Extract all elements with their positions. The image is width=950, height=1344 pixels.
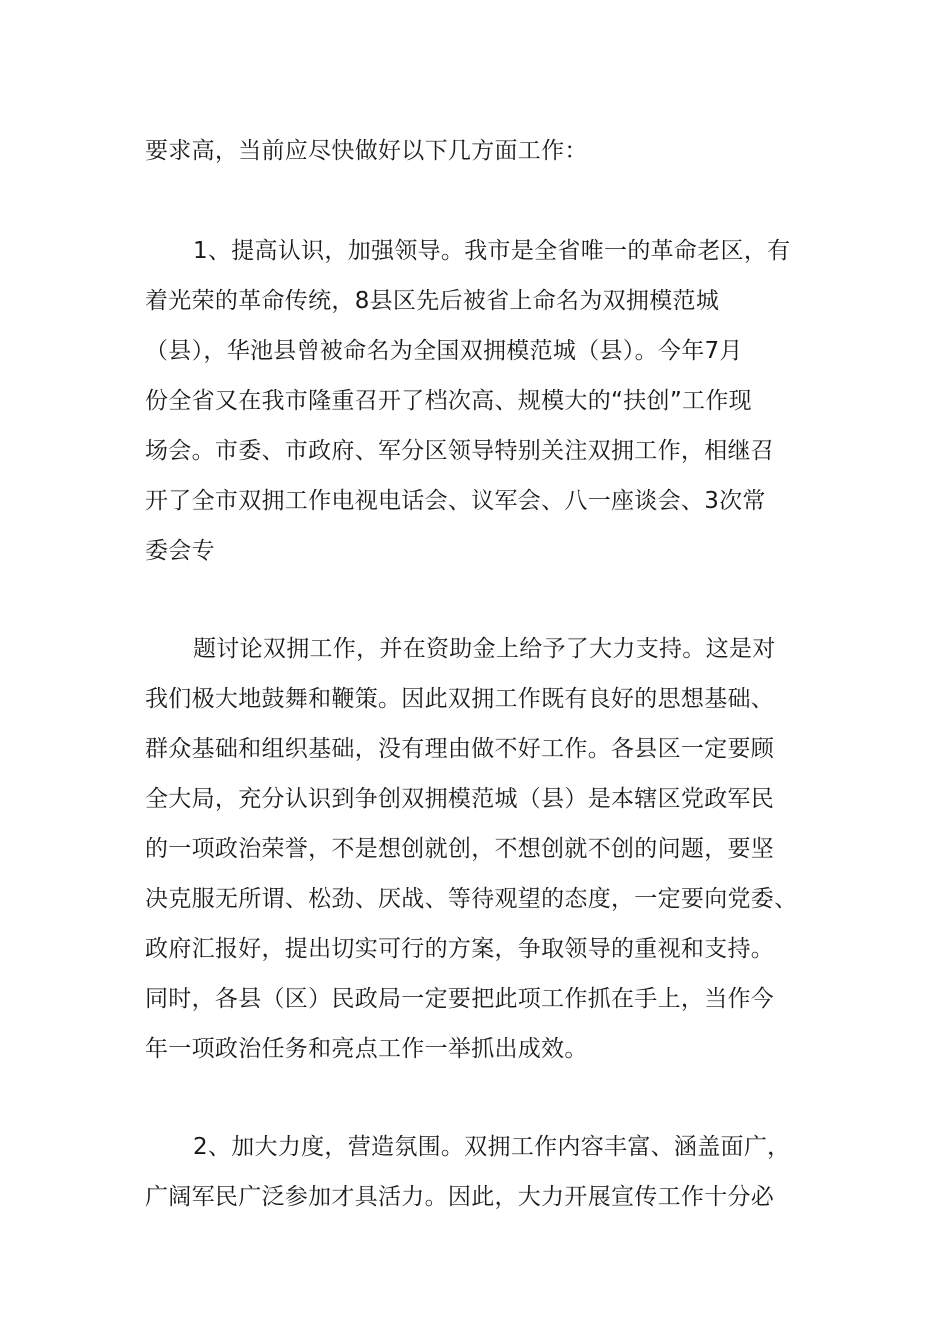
text-line: 政府汇报好，提出切实可行的方案，争取领导的重视和支持。 [145, 936, 775, 962]
text-line: 1、提高认识，加强领导。我市是全省唯一的革命老区，有 [193, 238, 791, 264]
text-line: 决克服无所谓、松劲、厌战、等待观望的态度，一定要向党委、 [145, 886, 798, 912]
text-line: 同时，各县（区）民政局一定要把此项工作抓在手上，当作今 [145, 986, 775, 1012]
paragraph-point-1 [145, 226, 825, 576]
text-line: 场会。市委、市政府、军分区领导特别关注双拥工作，相继召 [145, 438, 775, 464]
text-line: 我们极大地鼓舞和鞭策。因此双拥工作既有良好的思想基础、 [145, 686, 775, 712]
paragraph-intro [145, 126, 825, 176]
text-line: 年一项政治任务和亮点工作一举抓出成效。 [145, 1036, 588, 1062]
text-line: 广阔军民广泛参加才具活力。因此，大力开展宣传工作十分必 [145, 1184, 775, 1210]
text-line: 委会专 [145, 538, 215, 564]
text-line: 题讨论双拥工作，并在资助金上给予了大力支持。这是对 [193, 636, 776, 662]
text-line: 着光荣的革命传统，8县区先后被省上命名为双拥模范城 [145, 288, 720, 314]
text-line: 2、加大力度，营造氛围。双拥工作内容丰富、涵盖面广， [193, 1134, 791, 1160]
text-line: （县），华池县曾被命名为全国双拥模范城（县）。今年7月 [145, 338, 743, 364]
text-line: 要求高，当前应尽快做好以下几方面工作： [145, 138, 588, 164]
paragraph-point-2 [145, 1122, 825, 1222]
paragraph-continuation [145, 624, 825, 1074]
text-line: 全大局，充分认识到争创双拥模范城（县）是本辖区党政军民 [145, 786, 775, 812]
text-line: 的一项政治荣誉，不是想创就创，不想创就不创的问题，要坚 [145, 836, 775, 862]
text-line: 份全省又在我市隆重召开了档次高、规模大的“扶创”工作现 [145, 388, 752, 414]
text-line: 群众基础和组织基础，没有理由做不好工作。各县区一定要顾 [145, 736, 775, 762]
text-line: 开了全市双拥工作电视电话会、议军会、八一座谈会、3次常 [145, 488, 766, 514]
